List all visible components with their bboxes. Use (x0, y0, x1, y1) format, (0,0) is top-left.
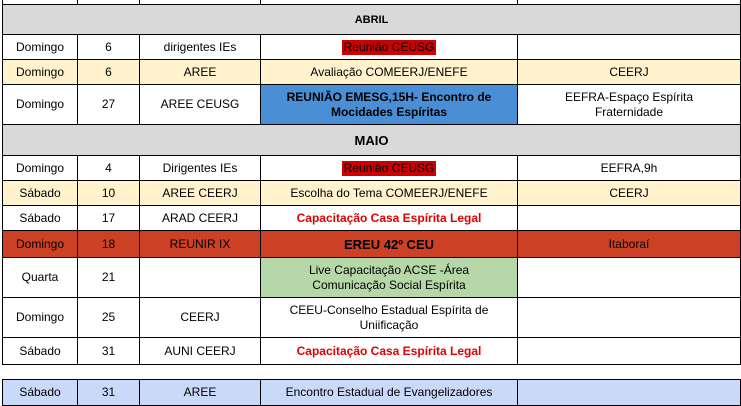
event-cell (261, 35, 518, 60)
date-cell: 6 (78, 35, 140, 60)
event-cell: EREU 42º CEU (261, 231, 518, 258)
day-cell: Domingo (2, 298, 78, 338)
org-cell: AREE (140, 60, 261, 85)
table-row (2, 85, 741, 125)
org-cell: AREE CEUSG (140, 85, 261, 125)
date-cell: 31 (78, 338, 140, 365)
place-cell (518, 338, 741, 365)
place-cell: Itaboraí (518, 231, 741, 258)
table-row-highlight (2, 231, 741, 258)
table-row (2, 60, 741, 85)
date-cell: 25 (78, 298, 140, 338)
table-row (2, 156, 741, 181)
date-cell: 6 (78, 60, 140, 85)
table-row (2, 35, 741, 60)
event-text: Reunião CEUSG (343, 160, 435, 175)
event-text: Reunião CEUSG (343, 39, 435, 54)
org-cell: ARAD CEERJ (140, 206, 261, 231)
place-cell (518, 298, 741, 338)
place-cell (518, 35, 741, 60)
org-cell: CEERJ (140, 298, 261, 338)
event-cell: CEEU-Conselho Estadual Espírita de Uniificação (261, 298, 518, 338)
org-cell (140, 258, 261, 298)
month-label: MAIO (354, 132, 389, 148)
day-cell: Domingo (2, 35, 78, 60)
place-cell (518, 206, 741, 231)
table-row (2, 298, 741, 338)
place-cell: CEERJ (518, 60, 741, 85)
day-cell: Sábado (2, 181, 78, 206)
spacer-row (2, 365, 741, 379)
place-cell (518, 380, 741, 406)
date-cell: 18 (78, 231, 140, 258)
date-cell: 10 (78, 181, 140, 206)
place-cell: EEFRA-Espaço Espírita Fraternidade (518, 85, 741, 125)
date-cell: 31 (78, 380, 140, 406)
place-cell: CEERJ (518, 181, 741, 206)
event-cell: Escolha do Tema COMEERJ/ENEFE (261, 181, 518, 206)
date-cell: 27 (78, 85, 140, 125)
table-row (2, 181, 741, 206)
day-cell: Domingo (2, 231, 78, 258)
org-cell: AREE CEERJ (140, 181, 261, 206)
date-cell: 17 (78, 206, 140, 231)
org-cell: REUNIR IX (140, 231, 261, 258)
event-cell: Avaliação COMEERJ/ENEFE (261, 60, 518, 85)
month-header-april (2, 5, 741, 35)
org-cell: AREE (140, 380, 261, 406)
event-cell (261, 156, 518, 181)
date-cell: 4 (78, 156, 140, 181)
table-row (2, 206, 741, 231)
day-cell: Domingo (2, 85, 78, 125)
table-row (2, 379, 741, 406)
place-cell (518, 258, 741, 298)
date-cell: 21 (78, 258, 140, 298)
event-cell: Live Capacitação ACSE -Área Comunicação Social Espírita (261, 258, 518, 298)
month-header-may (2, 125, 741, 156)
org-cell: dirigentes IEs (140, 35, 261, 60)
day-cell: Sábado (2, 338, 78, 365)
org-cell: AUNI CEERJ (140, 338, 261, 365)
month-label: ABRIL (354, 13, 389, 26)
event-cell: Capacitação Casa Espírita Legal (261, 338, 518, 365)
day-cell: Domingo (2, 60, 78, 85)
event-cell: Capacitação Casa Espírita Legal (261, 206, 518, 231)
day-cell: Sábado (2, 380, 78, 406)
day-cell: Sábado (2, 206, 78, 231)
event-cell: Encontro Estadual de Evangelizadores (261, 380, 518, 406)
day-cell: Domingo (2, 156, 78, 181)
table-row (2, 338, 741, 365)
place-cell: EEFRA,9h (518, 156, 741, 181)
table-row (2, 258, 741, 298)
day-cell: Quarta (2, 258, 78, 298)
org-cell: Dirigentes IEs (140, 156, 261, 181)
event-cell: REUNIÃO EMESG,15H- Encontro de Mocidades Espíritas (261, 85, 518, 125)
